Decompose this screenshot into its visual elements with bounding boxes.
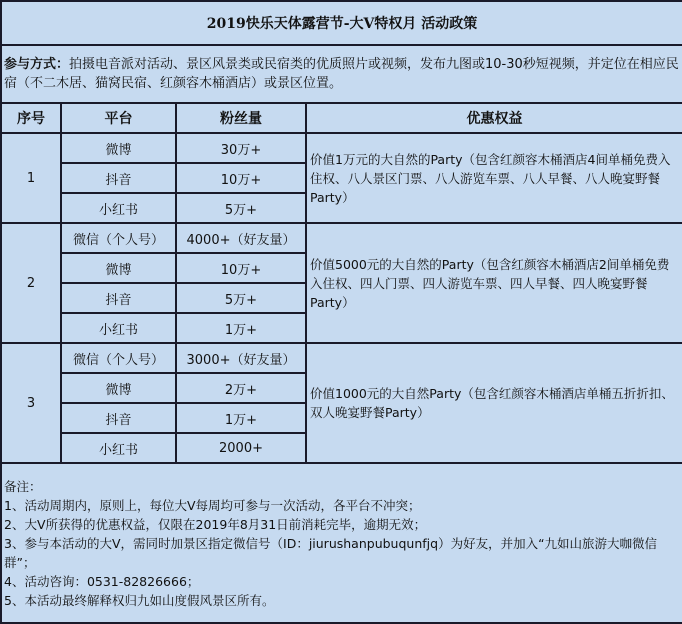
benefit-cell: 价值1000元的大自然Party（包含红颜容木桶酒店单桶五折折扣、双人晚宴野餐Party） [306,343,682,463]
fans-cell: 1万+ [176,403,306,433]
platform-cell: 小红书 [61,313,176,343]
fans-cell: 1万+ [176,313,306,343]
fans-cell: 3000+（好友量） [176,343,306,373]
table-row [1,133,682,163]
platform-cell: 微信（个人号） [61,223,176,253]
fans-cell: 2万+ [176,373,306,403]
platform-cell: 小红书 [61,193,176,223]
table-row [1,223,682,253]
note-item: 3、参与本活动的大V，需同时加景区指定微信号（ID：jiurushanpubuqunfjq）为好友，并加入“九如山旅游大咖微信群”； [4,535,658,570]
platform-cell: 小红书 [61,433,176,463]
notes-label: 备注： [4,478,42,494]
header-benefit: 优惠权益 [306,103,682,133]
platform-cell: 微博 [61,253,176,283]
group-number: 2 [1,223,61,343]
benefit-cell: 价值1万元的大自然的Party（包含红颜容木桶酒店4间单桶免费入住权、八人景区门票、八人游览车票、八人早餐、八人晚宴野餐Party） [306,133,682,223]
fans-cell: 30万+ [176,133,306,163]
platform-cell: 微博 [61,133,176,163]
platform-cell: 抖音 [61,283,176,313]
notes-section [1,463,682,623]
note-item: 2、大V所获得的优惠权益，仅限在2019年8月31日前消耗完毕，逾期无效； [4,516,427,532]
platform-cell: 抖音 [61,163,176,193]
page-title: 2019快乐天体露营节-大V特权月 活动政策 [1,1,682,45]
table-row [1,343,682,373]
participation-label: 参与方式： [4,57,70,72]
fans-cell: 2000+ [176,433,306,463]
fans-cell: 4000+（好友量） [176,223,306,253]
fans-cell: 5万+ [176,283,306,313]
note-item: 1、活动周期内，原则上，每位大V每周均可参与一次活动，各平台不冲突； [4,497,421,513]
group-number: 1 [1,133,61,223]
benefit-cell: 价值5000元的大自然的Party（包含红颜容木桶酒店2间单桶免费入住权、四人门票、四人游览车票、四人早餐、四人晚宴野餐Party） [306,223,682,343]
header-platform: 平台 [61,103,176,133]
platform-cell: 微博 [61,373,176,403]
platform-cell: 抖音 [61,403,176,433]
participation-text: 拍摄电音派对活动、景区风景类或民宿类的优质照片或视频，发布九图或10-30秒短视频，并定位在相应民宿（不二木居、猫窝民宿、红颜容木桶酒店）或景区位置。 [4,57,679,91]
header-fans: 粉丝量 [176,103,306,133]
platform-cell: 微信（个人号） [61,343,176,373]
note-item: 5、本活动最终解释权归九如山度假风景区所有。 [4,592,275,608]
fans-cell: 10万+ [176,253,306,283]
participation-method [1,45,682,103]
fans-cell: 10万+ [176,163,306,193]
fans-cell: 5万+ [176,193,306,223]
header-no: 序号 [1,103,61,133]
group-number: 3 [1,343,61,463]
note-item: 4、活动咨询：0531-82826666； [4,573,200,589]
